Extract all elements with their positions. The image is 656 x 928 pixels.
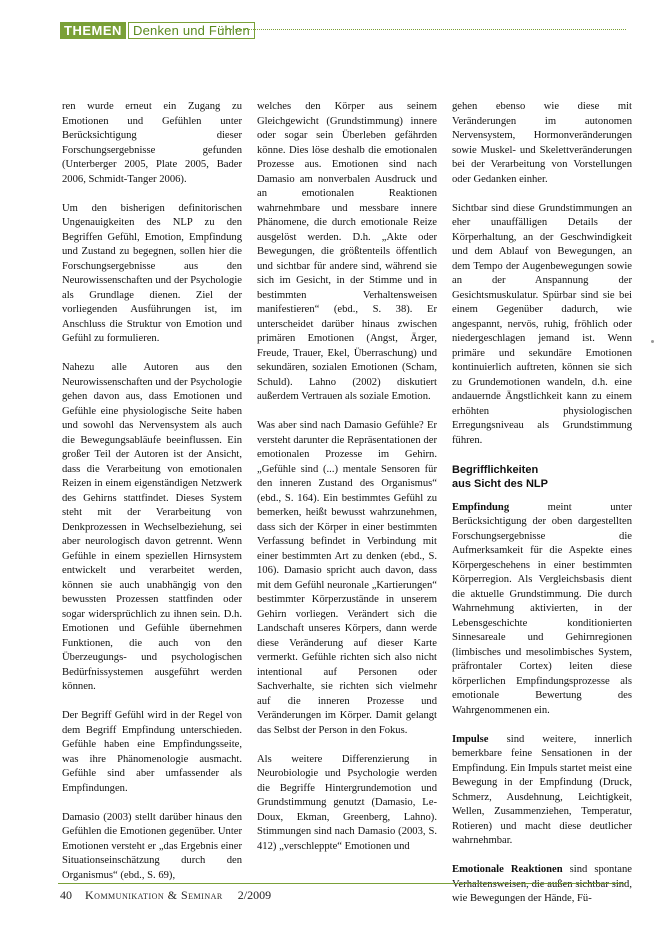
paragraph: Sichtbar sind diese Grundstimmungen an eher unauffälligen Details der Körperhaltung, an der Geschwindigkeit und dem Ablauf von Bewegungen, an dem Tempo der Augenbewegungen sowie an der Anspannung der Gesichtsmuskulatur. Spürbar sind sie bei einem Gegenüber dadurch, wie angespannt, nervös, ruhig, fröhlich oder niedergeschlagen jemand ist. Wenn primäre und sekundäre Emotionen kontinuierlich auftreten, können sie sich zu Grundemotionen wandeln, d.h. eine andauernde Ängstlichkeit kann zu einem erhöhten physiologischen Erregungsniveau als Grundstimmung führen. [452,202,632,446]
page-footer [60,888,271,903]
paragraph: Um den bisherigen definitorischen Ungenauigkeiten des NLP zu den Begriffen Gefühl, Emotion, Empfindung und Zustand zu begegnen, sollen hier die Forschungsergebnisse aus den Neurowissenschaften und der Psychologie als Grundlage dienen. Ziel der vorliegenden Ausführungen ist, im Anschluss die Struktur von Emotion und Gefühl zu formulieren. [62,202,242,344]
paragraph: Nahezu alle Autoren aus den Neurowissenschaften und der Psychologie gehen davon aus, dass Emotionen und Gefühle eine physiologische Seite haben und sowohl das Nervensystem als auch die Bewegungsabläufe beeinflussen. Ein großer Teil der Autoren ist der Ansicht, dass die Verarbeitung von emotionalen Reizen in einem eigenständigen Netzwerk des Gehirns stattfindet. Dieses System steht mit der Verarbeitung von Denkprozessen in Wechselbeziehung, sei aber neurologisch davon getrennt. Wenn Gefühle in einem speziellen Hirnsystem entwickelt und verarbeitet werden, können sie auch unabhängig von den bewussten Prozessen stattfinden oder sogar widersprüchlich zu ihnen sein. D.h. Emotionen und Gefühle übernehmen Funktionen, die auch von den Überzeugungs- und psychologischen Bedürfnissystemen ausgeführt werden können. [62,362,242,692]
paragraph: Damasio (2003) stellt darüber hinaus den Gefühlen die Emotionen gegenüber. Unter Emotionen versteht er „das Ergebnis einer Situationseinschätzung durch den Organismus“ (ebd., S. 69), [62,811,242,881]
paragraph: welches den Körper aus seinem Gleichgewicht (Grundstimmung) innere oder sogar sein Überleben gefährden könne. Dies löse deshalb die emotionalen Prozesse aus. Emotionen sind nach Damasio am nonverbalen Ausdruck und an emotionalen Reaktionen wahrnehmbare und messbare innere Phänomene, die durch emotionale Reize ausgelöst werden. D.h. „Akte oder Bewegungen, die größtenteils öffentlich und sichtbar für andere sind, während sie sich im Gesicht, in der Stimme und in bestimmten Verhaltensweisen manifestieren“ (ebd., S. 38). Er unterscheidet darüber hinaus zwischen primären Emotionen (Angst, Ärger, Freude, Trauer, Ekel, Überraschung) und sekundären, sozialen Emotionen (Scham, Schuld). Lahno (2002) diskutiert außerdem Vertrauen als soziale Emotion. [257,101,437,402]
paragraph: gehen ebenso wie diese mit Veränderungen im autonomen Nervensystem, Hormonveränderungen sowie Muskel- und Skelettveränderungen bei der Verarbeitung von Vorstellungen oder Gedanken einher. [452,101,632,185]
paragraph: Der Begriff Gefühl wird in der Regel von dem Begriff Empfindung unterschieden. Gefühle haben eine Empfindungsseite, was ihre Phänomenologie ausmacht. Gefühle sind aber umfassender als Empfindungen. [62,710,242,794]
paragraph-text: meint unter Berücksichtigung der oben dargestellten Forschungsergebnisse die Aufmerksamkeit für die Aspekte eines Körpergeschehens in einer bestimmten Körperregion. Als Vergleichsbasis dient die aktuelle Grundstimmung. Die durch Wahrnehmung aktivierten, in der Lebensgeschichte konditionierten Sinnesareale und Gehirnregionen (limbisches und mesolimbisches System, präfrontaler Cortex) leiten diese körperlichen Empfindungsprozesse als emotionale Bewertung des Wahrgenommenen ein. [452,501,632,716]
paragraph: Was aber sind nach Damasio Gefühle? Er versteht darunter die Repräsentationen der emotionalen Prozesse im Gehirn. „Gefühle sind (...) mentale Sensoren für den inneren Zustand des Organismus“ (ebd., S. 164). Ein bestimmtes Gefühl zu bemerken, heißt bewusst wahrzunehmen, dass sich der Körper in einer bestimmten Verfassung befindet in Verbindung mit einer bestimmten Art zu denken (ebd., S. 106). Damasio spricht auch davon, dass mit dem Gefühl neuronale „Kartierungen“ bestimmter Körperzustände in unserem Gehirn vorliegen. Verändert sich die Landschaft unseres Körpers, dann werde diese Veränderung auf dieser Karte vermerkt. Gefühle richten sich also nicht intentional auf Personen oder Sachverhalte, sie richten sich vielmehr auf die inneren Prozesse und Veränderungen im Körper. Damit gelangt das Selbst der Person in den Fokus. [257,420,437,736]
paragraph [452,501,632,719]
text-column-1 [62,100,242,898]
paragraph: ren wurde erneut ein Zugang zu Emotionen und Gefühlen unter Berücksichtigung dieser Forschungsergebnisse gefunden (Unterberger 2005, Plate 2005, Bader 2006, Schmidt-Tanger 2006). [62,101,242,185]
paragraph: Als weitere Differenzierung in Neurobiologie und Psychologie werden die Begriffe Hintergrundemotion und Grundstimmung genutzt (Damasio, Le-Doux, Ekman, Greenberg, Lahno). Stimmungen sind nach Damasio (2003, S. 412) „verschleppte“ Emotionen und [257,753,437,852]
paragraph-text: sind spontane Verhaltensweisen, die außen sichtbar sind, wie Bewegungen der Hände, Fü- [452,864,632,904]
section-heading [452,463,632,491]
term-impulse: Impulse [452,733,489,745]
section-heading-line2: aus Sicht des NLP [452,477,548,490]
section-tag: THEMEN [60,22,126,39]
paragraph [452,733,632,849]
term-empfindung: Empfindung [452,501,510,513]
section-heading-line1: Begrifflichkeiten [452,463,539,476]
magazine-name: Kommunikation & Seminar [85,888,223,902]
page-number: 40 [60,888,72,902]
footer-rule [58,883,626,884]
paragraph-text: sind weitere, innerlich bemerkbare feine Sensationen in der Empfindung. Ein Impuls startet meist eine Bewegung in der Empfindung (Druck, Schmerz, Ausdehnung, Leichtigkeit, Wellen, Zusammenziehen, Temperatur, Rotieren) und macht diese deutlicher wahrnehmbar. [452,733,632,846]
page-header [60,20,626,42]
section-subtitle: Denken und Fühlen [128,22,255,39]
text-column-2 [257,100,437,869]
header-rule [220,29,626,30]
paragraph [452,863,632,907]
issue-number: 2/2009 [237,888,272,902]
text-column-3 [452,100,632,921]
term-emotionale-reaktionen: Emotionale Reaktionen [452,864,563,875]
margin-mark [651,340,654,343]
